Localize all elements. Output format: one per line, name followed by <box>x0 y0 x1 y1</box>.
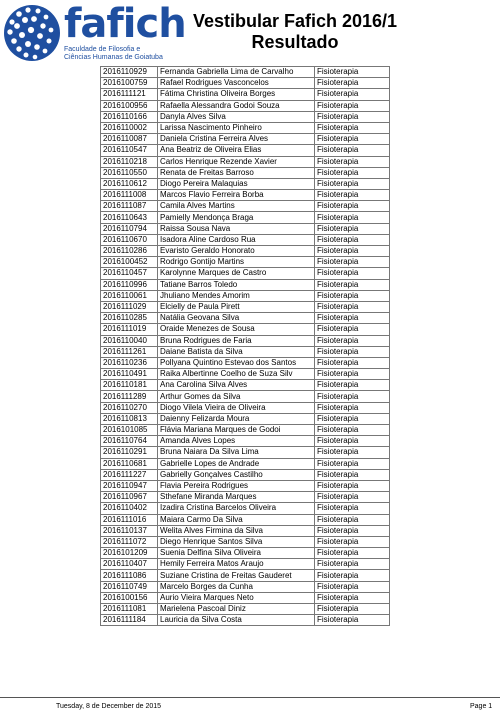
registration-code-cell: 2016101085 <box>101 425 158 436</box>
table-row <box>101 369 390 380</box>
course-cell: Fisioterapia <box>315 178 390 189</box>
registration-code-cell: 2016111184 <box>101 615 158 626</box>
table-row <box>101 67 390 78</box>
course-cell: Fisioterapia <box>315 615 390 626</box>
candidate-name-cell: Arthur Gomes da Silva <box>158 391 315 402</box>
table-row <box>101 380 390 391</box>
title-line2: Resultado <box>251 32 339 52</box>
candidate-name-cell: Larissa Nascimento Pinheiro <box>158 122 315 133</box>
results-table <box>100 66 390 626</box>
registration-code-cell: 2016111121 <box>101 89 158 100</box>
candidate-name-cell: Rodrigo Gontijo Martins <box>158 257 315 268</box>
course-cell: Fisioterapia <box>315 447 390 458</box>
candidate-name-cell: Diego Henrique Santos Silva <box>158 536 315 547</box>
registration-code-cell: 2016110291 <box>101 447 158 458</box>
candidate-name-cell: Hemily Ferreira Matos Araujo <box>158 559 315 570</box>
candidate-name-cell: Daienny Felizarda Moura <box>158 413 315 424</box>
candidate-name-cell: Fátima Christina Oliveira Borges <box>158 89 315 100</box>
registration-code-cell: 2016110929 <box>101 67 158 78</box>
course-cell: Fisioterapia <box>315 436 390 447</box>
registration-code-cell: 2016110749 <box>101 581 158 592</box>
registration-code-cell: 2016110002 <box>101 122 158 133</box>
registration-code-cell: 2016111087 <box>101 201 158 212</box>
registration-code-cell: 2016110643 <box>101 212 158 223</box>
table-row <box>101 122 390 133</box>
table-row <box>101 480 390 491</box>
table-row <box>101 469 390 480</box>
course-cell: Fisioterapia <box>315 458 390 469</box>
course-cell: Fisioterapia <box>315 257 390 268</box>
candidate-name-cell: Amanda Alves Lopes <box>158 436 315 447</box>
candidate-name-cell: Suenia Delfina Silva Oliveira <box>158 548 315 559</box>
registration-code-cell: 2016110547 <box>101 145 158 156</box>
table-row <box>101 604 390 615</box>
course-cell: Fisioterapia <box>315 100 390 111</box>
registration-code-cell: 2016110491 <box>101 369 158 380</box>
registration-code-cell: 2016111019 <box>101 324 158 335</box>
candidate-name-cell: Diogo Pereira Malaquias <box>158 178 315 189</box>
table-row <box>101 234 390 245</box>
registration-code-cell: 2016110218 <box>101 156 158 167</box>
table-row <box>101 615 390 626</box>
course-cell: Fisioterapia <box>315 559 390 570</box>
course-cell: Fisioterapia <box>315 78 390 89</box>
registration-code-cell: 2016110764 <box>101 436 158 447</box>
globe-logo-icon <box>2 2 62 64</box>
registration-code-cell: 2016100452 <box>101 257 158 268</box>
table-row <box>101 391 390 402</box>
course-cell: Fisioterapia <box>315 503 390 514</box>
registration-code-cell: 2016110967 <box>101 492 158 503</box>
registration-code-cell: 2016110166 <box>101 111 158 122</box>
candidate-name-cell: Gabrielle Lopes de Andrade <box>158 458 315 469</box>
candidate-name-cell: Raissa Sousa Nava <box>158 223 315 234</box>
footer-date: Tuesday, 8 de December de 2015 <box>56 703 162 710</box>
candidate-name-cell: Elcielly de Paula Pirett <box>158 301 315 312</box>
course-cell: Fisioterapia <box>315 301 390 312</box>
course-cell: Fisioterapia <box>315 581 390 592</box>
registration-code-cell: 2016111289 <box>101 391 158 402</box>
registration-code-cell: 2016110612 <box>101 178 158 189</box>
footer-divider <box>0 697 500 698</box>
course-cell: Fisioterapia <box>315 369 390 380</box>
candidate-name-cell: Isadora Aline Cardoso Rua <box>158 234 315 245</box>
registration-code-cell: 2016110181 <box>101 380 158 391</box>
results-table-body <box>101 67 390 626</box>
course-cell: Fisioterapia <box>315 234 390 245</box>
registration-code-cell: 2016111227 <box>101 469 158 480</box>
course-cell: Fisioterapia <box>315 223 390 234</box>
registration-code-cell: 2016110457 <box>101 268 158 279</box>
registration-code-cell: 2016110286 <box>101 246 158 257</box>
brand-subtitle-line1: Faculdade de Filosofia e <box>64 46 141 53</box>
candidate-name-cell: Pamielly Mendonça Braga <box>158 212 315 223</box>
table-row <box>101 167 390 178</box>
table-row <box>101 402 390 413</box>
registration-code-cell: 2016111072 <box>101 536 158 547</box>
candidate-name-cell: Welita Alves Firmina da Silva <box>158 525 315 536</box>
footer-page-number: Page 1 <box>470 703 493 710</box>
table-row <box>101 324 390 335</box>
table-row <box>101 190 390 201</box>
course-cell: Fisioterapia <box>315 290 390 301</box>
title-line1: Vestibular Fafich 2016/1 <box>192 11 398 31</box>
document-title <box>170 10 420 52</box>
registration-code-cell: 2016111261 <box>101 346 158 357</box>
course-cell: Fisioterapia <box>315 324 390 335</box>
registration-code-cell: 2016110236 <box>101 357 158 368</box>
course-cell: Fisioterapia <box>315 313 390 324</box>
table-row <box>101 78 390 89</box>
course-cell: Fisioterapia <box>315 402 390 413</box>
table-row <box>101 536 390 547</box>
candidate-name-cell: Evaristo Geraldo Honorato <box>158 246 315 257</box>
brand-wordmark: fafich <box>64 1 186 47</box>
course-cell: Fisioterapia <box>315 469 390 480</box>
candidate-name-cell: Oraide Menezes de Sousa <box>158 324 315 335</box>
table-row <box>101 268 390 279</box>
table-row <box>101 246 390 257</box>
candidate-name-cell: Marcos Flavio Ferreira Borba <box>158 190 315 201</box>
table-row <box>101 257 390 268</box>
registration-code-cell: 2016110550 <box>101 167 158 178</box>
registration-code-cell: 2016110087 <box>101 134 158 145</box>
table-row <box>101 413 390 424</box>
registration-code-cell: 2016100956 <box>101 100 158 111</box>
course-cell: Fisioterapia <box>315 604 390 615</box>
table-row <box>101 503 390 514</box>
course-cell: Fisioterapia <box>315 380 390 391</box>
registration-code-cell: 2016101209 <box>101 548 158 559</box>
course-cell: Fisioterapia <box>315 67 390 78</box>
table-row <box>101 100 390 111</box>
candidate-name-cell: Natália Geovana Silva <box>158 313 315 324</box>
registration-code-cell: 2016111029 <box>101 301 158 312</box>
table-row <box>101 301 390 312</box>
table-row <box>101 458 390 469</box>
candidate-name-cell: Rafaella Alessandra Godoi Souza <box>158 100 315 111</box>
registration-code-cell: 2016110681 <box>101 458 158 469</box>
registration-code-cell: 2016111081 <box>101 604 158 615</box>
table-row <box>101 346 390 357</box>
table-row <box>101 525 390 536</box>
table-row <box>101 145 390 156</box>
course-cell: Fisioterapia <box>315 391 390 402</box>
registration-code-cell: 2016110061 <box>101 290 158 301</box>
course-cell: Fisioterapia <box>315 570 390 581</box>
candidate-name-cell: Renata de Freitas Barroso <box>158 167 315 178</box>
candidate-name-cell: Diogo Vilela Vieira de Oliveira <box>158 402 315 413</box>
table-row <box>101 548 390 559</box>
registration-code-cell: 2016100759 <box>101 78 158 89</box>
course-cell: Fisioterapia <box>315 346 390 357</box>
course-cell: Fisioterapia <box>315 536 390 547</box>
candidate-name-cell: Flávia Mariana Marques de Godoi <box>158 425 315 436</box>
course-cell: Fisioterapia <box>315 413 390 424</box>
registration-code-cell: 2016110947 <box>101 480 158 491</box>
brand-subtitle-line2: Ciências Humanas de Goiatuba <box>64 54 163 61</box>
course-cell: Fisioterapia <box>315 525 390 536</box>
candidate-name-cell: Sthefane Miranda Marques <box>158 492 315 503</box>
registration-code-cell: 2016110670 <box>101 234 158 245</box>
candidate-name-cell: Gabrielly Gonçalves Castilho <box>158 469 315 480</box>
candidate-name-cell: Bruna Rodrigues de Faria <box>158 335 315 346</box>
candidate-name-cell: Ana Beatriz de Oliveira Elias <box>158 145 315 156</box>
candidate-name-cell: Pollyana Quintino Estevao dos Santos <box>158 357 315 368</box>
registration-code-cell: 2016110996 <box>101 279 158 290</box>
course-cell: Fisioterapia <box>315 167 390 178</box>
course-cell: Fisioterapia <box>315 335 390 346</box>
candidate-name-cell: Rafael Rodrigues Vasconcelos <box>158 78 315 89</box>
candidate-name-cell: Ana Carolina Silva Alves <box>158 380 315 391</box>
candidate-name-cell: Lauricia da Silva Costa <box>158 615 315 626</box>
course-cell: Fisioterapia <box>315 122 390 133</box>
table-row <box>101 201 390 212</box>
registration-code-cell: 2016110407 <box>101 559 158 570</box>
table-row <box>101 313 390 324</box>
course-cell: Fisioterapia <box>315 111 390 122</box>
table-row <box>101 335 390 346</box>
candidate-name-cell: Marielena Pascoal Diniz <box>158 604 315 615</box>
table-row <box>101 492 390 503</box>
course-cell: Fisioterapia <box>315 492 390 503</box>
course-cell: Fisioterapia <box>315 212 390 223</box>
table-row <box>101 559 390 570</box>
registration-code-cell: 2016100156 <box>101 592 158 603</box>
table-row <box>101 134 390 145</box>
table-row <box>101 436 390 447</box>
candidate-name-cell: Aurio Vieira Marques Neto <box>158 592 315 603</box>
table-row <box>101 514 390 525</box>
course-cell: Fisioterapia <box>315 425 390 436</box>
candidate-name-cell: Camila Alves Martins <box>158 201 315 212</box>
candidate-name-cell: Carlos Henrique Rezende Xavier <box>158 156 315 167</box>
course-cell: Fisioterapia <box>315 246 390 257</box>
course-cell: Fisioterapia <box>315 156 390 167</box>
candidate-name-cell: Daiane Batista da Silva <box>158 346 315 357</box>
candidate-name-cell: Daniela Cristina Ferreira Alves <box>158 134 315 145</box>
table-row <box>101 279 390 290</box>
table-row <box>101 425 390 436</box>
candidate-name-cell: Maiara Carmo Da Silva <box>158 514 315 525</box>
table-row <box>101 111 390 122</box>
course-cell: Fisioterapia <box>315 279 390 290</box>
table-row <box>101 212 390 223</box>
registration-code-cell: 2016110270 <box>101 402 158 413</box>
candidate-name-cell: Karolynne Marques de Castro <box>158 268 315 279</box>
registration-code-cell: 2016111008 <box>101 190 158 201</box>
candidate-name-cell: Marcelo Borges da Cunha <box>158 581 315 592</box>
registration-code-cell: 2016111016 <box>101 514 158 525</box>
fafich-logo <box>2 2 192 66</box>
course-cell: Fisioterapia <box>315 514 390 525</box>
candidate-name-cell: Tatiane Barros Toledo <box>158 279 315 290</box>
course-cell: Fisioterapia <box>315 357 390 368</box>
table-row <box>101 223 390 234</box>
table-row <box>101 447 390 458</box>
course-cell: Fisioterapia <box>315 201 390 212</box>
course-cell: Fisioterapia <box>315 134 390 145</box>
candidate-name-cell: Flavia Pereira Rodrigues <box>158 480 315 491</box>
table-row <box>101 290 390 301</box>
course-cell: Fisioterapia <box>315 89 390 100</box>
registration-code-cell: 2016110402 <box>101 503 158 514</box>
results-table-wrapper <box>100 66 390 626</box>
brand-subtitle <box>64 46 163 62</box>
table-row <box>101 178 390 189</box>
registration-code-cell: 2016111086 <box>101 570 158 581</box>
registration-code-cell: 2016110137 <box>101 525 158 536</box>
candidate-name-cell: Izadira Cristina Barcelos Oliveira <box>158 503 315 514</box>
table-row <box>101 581 390 592</box>
registration-code-cell: 2016110794 <box>101 223 158 234</box>
registration-code-cell: 2016110813 <box>101 413 158 424</box>
course-cell: Fisioterapia <box>315 190 390 201</box>
candidate-name-cell: Fernanda Gabriella Lima de Carvalho <box>158 67 315 78</box>
table-row <box>101 156 390 167</box>
table-row <box>101 570 390 581</box>
table-row <box>101 592 390 603</box>
course-cell: Fisioterapia <box>315 145 390 156</box>
candidate-name-cell: Suziane Cristina de Freitas Gauderet <box>158 570 315 581</box>
candidate-name-cell: Danyla Alves Silva <box>158 111 315 122</box>
candidate-name-cell: Raika Albertinne Coelho de Suza Silv <box>158 369 315 380</box>
course-cell: Fisioterapia <box>315 268 390 279</box>
course-cell: Fisioterapia <box>315 480 390 491</box>
table-row <box>101 357 390 368</box>
course-cell: Fisioterapia <box>315 592 390 603</box>
registration-code-cell: 2016110040 <box>101 335 158 346</box>
registration-code-cell: 2016110285 <box>101 313 158 324</box>
candidate-name-cell: Bruna Naiara Da Silva Lima <box>158 447 315 458</box>
course-cell: Fisioterapia <box>315 548 390 559</box>
table-row <box>101 89 390 100</box>
candidate-name-cell: Jhuliano Mendes Amorim <box>158 290 315 301</box>
